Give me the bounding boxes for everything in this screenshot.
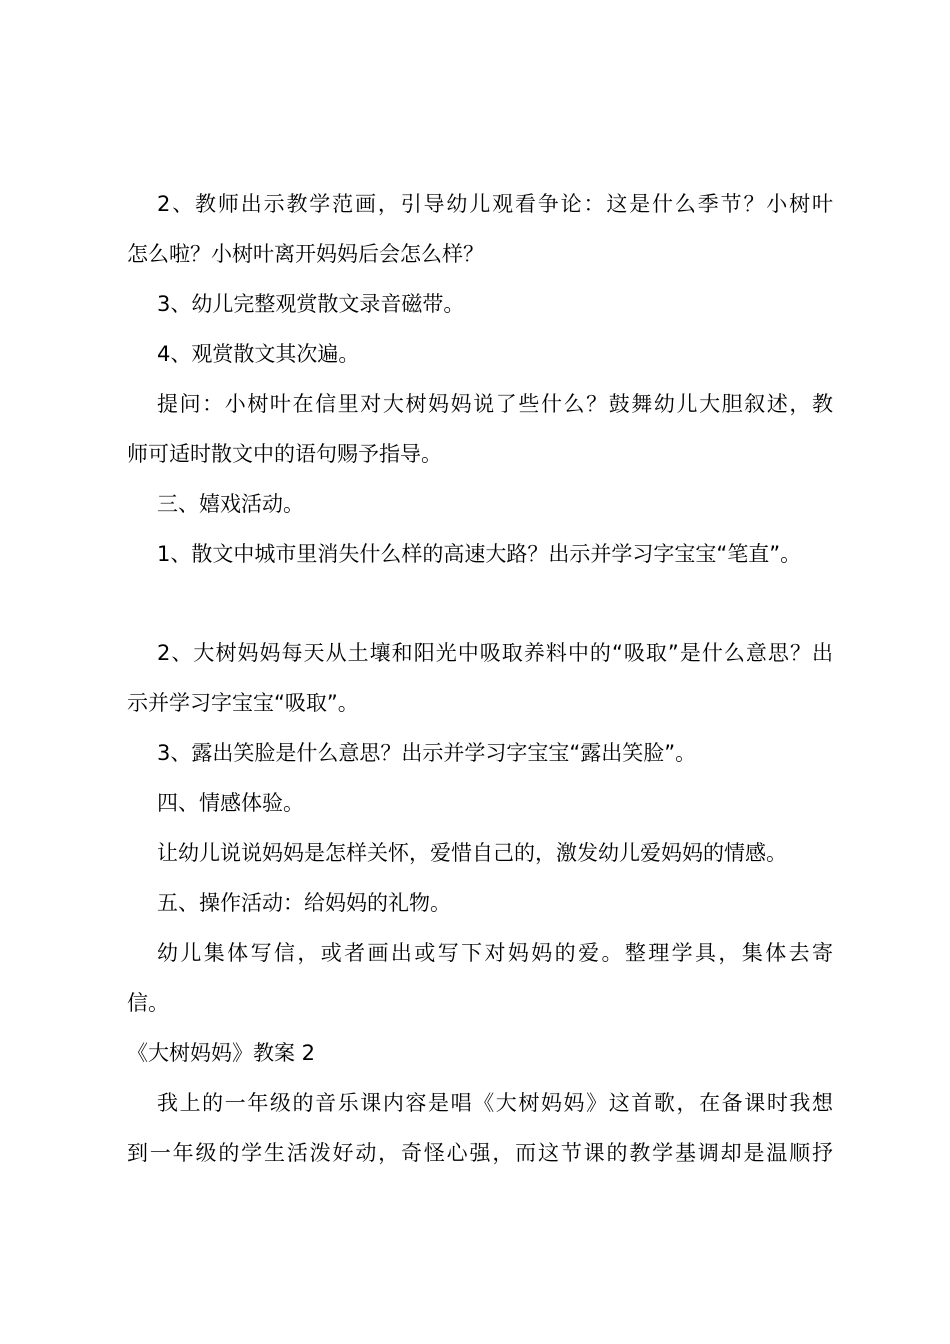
paragraph-line: 幼儿集体写信，或者画出或写下对妈妈的爱。整理学具，集体去寄 [157,941,833,965]
paragraph-line: 到一年级的学生活泼好动，奇怪心强，而这节课的教学基调却是温顺抒 [127,1141,833,1165]
paragraph-line: 信。 [127,991,169,1015]
paragraph-line: 我上的一年级的音乐课内容是唱《大树妈妈》这首歌，在备课时我想 [157,1091,833,1115]
paragraph-line: 3、露出笑脸是什么意思？出示并学习字宝宝“露出笑脸”。 [157,741,697,765]
paragraph-line: 提问：小树叶在信里对大树妈妈说了些什么？鼓舞幼儿大胆叙述，教 [157,392,833,416]
paragraph-line: 4、观赏散文其次遍。 [157,342,360,366]
paragraph-line: 师可适时散文中的语句赐予指导。 [127,442,442,466]
section-heading: 三、嬉戏活动。 [157,492,304,516]
document-title: 《大树妈妈》教案 2 [127,1041,316,1065]
paragraph-line: 1、散文中城市里消失什么样的高速大路？出示并学习字宝宝“笔直”。 [157,542,802,566]
paragraph-line: 怎么啦？小树叶离开妈妈后会怎么样？ [127,242,484,266]
paragraph-line: 2、教师出示教学范画，引导幼儿观看争论：这是什么季节？小树叶 [157,192,833,216]
paragraph-line: 示并学习字宝宝“吸取”。 [127,691,359,715]
section-heading: 四、情感体验。 [157,791,304,815]
paragraph-line: 2、大树妈妈每天从土壤和阳光中吸取养料中的“吸取”是什么意思？出 [157,641,833,665]
paragraph-line: 让幼儿说说妈妈是怎样关怀，爱惜自己的，激发幼儿爱妈妈的情感。 [157,841,787,865]
paragraph-line: 3、幼儿完整观赏散文录音磁带。 [157,292,465,316]
section-heading: 五、操作活动：给妈妈的礼物。 [157,891,451,915]
